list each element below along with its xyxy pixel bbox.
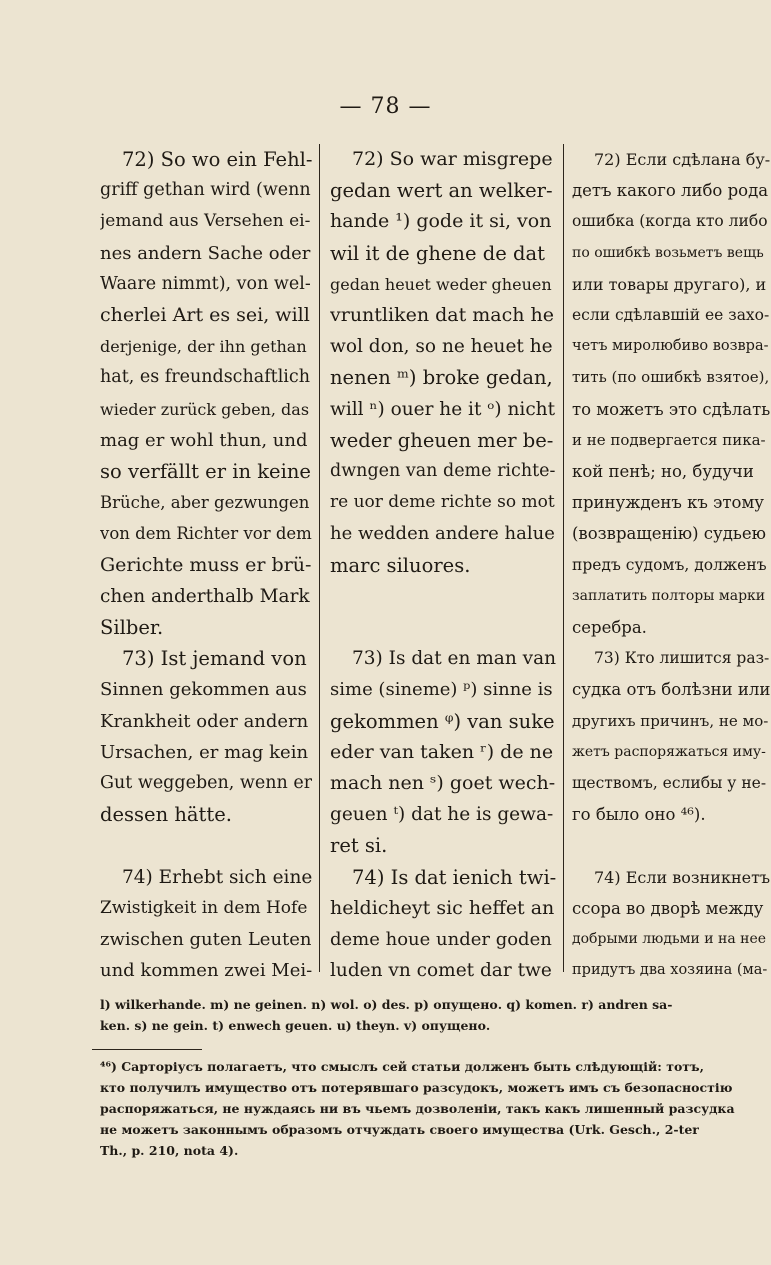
- article-73: [330, 581, 556, 862]
- text-line: heldicheyt sic heffet an: [330, 896, 555, 919]
- text-line: wil it de ghene de dat: [330, 241, 545, 265]
- text-line: другихъ причинъ, не мо-: [572, 711, 769, 730]
- text-line: weder gheuen mer be-: [330, 428, 554, 452]
- text-line: Silber.: [100, 616, 164, 640]
- text-line: или товары другаго), и: [572, 274, 767, 294]
- text-line: vruntliken dat mach he: [330, 304, 555, 327]
- text-line: gedan wert an welker-: [330, 179, 553, 203]
- text-line: so verfällt er in keine: [100, 460, 311, 484]
- article-72: [330, 144, 556, 581]
- text-line: wieder zurück geben, das: [100, 399, 310, 419]
- text-line: mach nen ˢ) goet wech-: [330, 772, 556, 795]
- text-line: серебра.: [572, 618, 647, 638]
- page-number: — 78 —: [339, 94, 432, 119]
- text-line: (возвращенію) судьею: [572, 524, 766, 544]
- text-line: eder van taken ʳ) de ne: [330, 740, 554, 763]
- text-line: sime (sineme) ᵖ) sinne is: [330, 679, 553, 701]
- variant-note-line: ken. s) ne gein. t) enwech geuen. u) theyn. v) опущено.: [100, 1018, 491, 1033]
- text-line: gedan heuet weder gheuen: [330, 274, 552, 294]
- text-line: von dem Richter vor dem: [100, 524, 312, 544]
- text-line: придутъ два хозяина (ма-: [572, 962, 768, 979]
- text-line: 72) Если сдѣлана бу-: [594, 150, 770, 169]
- article-73: [572, 643, 770, 830]
- footnote-line: Th., p. 210, nota 4).: [100, 1143, 239, 1158]
- text-line: Waare nimmt), von wel-: [100, 273, 311, 294]
- text-line: luden vn comet dar twe: [330, 960, 552, 979]
- text-line: Ursachen, er mag kein: [100, 741, 309, 763]
- text-line: dwngen van deme richte-: [330, 461, 556, 482]
- column-low-german: [330, 144, 556, 979]
- article-74: [330, 862, 556, 979]
- text-line: жетъ распоряжаться иму-: [572, 743, 766, 760]
- text-line: Sinnen gekommen aus: [100, 679, 307, 701]
- text-line: го было оно ⁴⁶).: [572, 805, 706, 825]
- text-line: und kommen zwei Mei-: [100, 960, 312, 979]
- text-line: кой пенѣ; но, будучи: [572, 462, 754, 482]
- text-line: nes andern Sache oder: [100, 242, 311, 264]
- text-line: Krankheit oder andern: [100, 710, 309, 732]
- text-line: ret si.: [330, 834, 388, 858]
- text-line: chen anderthalb Mark: [100, 585, 310, 607]
- text-line: gekommen ᵠ) van suke: [330, 709, 555, 733]
- variant-notes: [100, 994, 770, 1036]
- column-high-german: [100, 144, 312, 979]
- text-line: Gerichte muss er brü-: [100, 553, 312, 576]
- text-line: ществомъ, еслибы у не-: [572, 774, 767, 793]
- text-line: geuen ᵗ) dat he is gewa-: [330, 804, 554, 826]
- text-line: тить (по ошибкѣ взятое),: [572, 368, 770, 387]
- article-74: [572, 830, 770, 979]
- text-line: то можетъ это сдѣлать: [572, 399, 770, 419]
- text-line: 74) Is dat ienich twi-: [352, 865, 556, 889]
- text-line: судка отъ болѣзни или: [572, 680, 770, 700]
- text-line: 73) Ist jemand von: [122, 647, 307, 671]
- text-line: derjenige, der ihn gethan: [100, 337, 307, 357]
- text-line: добрыми людьми и на нее: [572, 931, 767, 948]
- text-line: принужденъ къ этому: [572, 493, 765, 513]
- text-line: по ошибкѣ возьметъ вещь: [572, 244, 764, 261]
- footnote-line: не можетъ законнымъ образомъ отчуждать своего имущества (Urk. Gesch., 2-ter: [100, 1122, 699, 1137]
- text-line: 72) So war misgrepe: [352, 148, 553, 170]
- column-divider: [319, 144, 320, 972]
- text-line: nenen ᵐ) broke gedan,: [330, 366, 553, 390]
- text-line: детъ какого либо рода: [572, 181, 769, 201]
- footnote-line: распоряжаться, не нуждаясь ни въ чьемъ дозволеніи, такъ какъ лишенный разсудка: [100, 1101, 735, 1116]
- text-line: zwischen guten Leuten: [100, 929, 312, 951]
- text-line: четъ миролюбиво возвра-: [572, 338, 769, 355]
- text-line: заплатить полторы марки: [572, 587, 766, 604]
- text-line: hande ¹) gode it si, von: [330, 210, 552, 233]
- footnote-line: кто получилъ имущество отъ потерявшаго разсудокъ, можетъ имъ съ безопасностію: [100, 1080, 733, 1095]
- text-line: re uor deme richte so mot: [330, 492, 555, 513]
- text-line: 73) Кто лишится раз-: [594, 649, 770, 668]
- text-line: deme houe under goden: [330, 929, 552, 951]
- text-line: ссора во дворѣ между: [572, 898, 764, 918]
- article-72: [572, 144, 770, 643]
- text-line: hat, es freundschaftlich: [100, 367, 310, 388]
- variant-note-line: l) wilkerhande. m) ne geinen. n) wol. o) des. p) опущено. q) komen. r) andren sa-: [100, 997, 673, 1012]
- text-line: wol don, so ne heuet he: [330, 336, 553, 358]
- text-line: Brüche, aber gezwungen: [100, 493, 310, 513]
- text-line: will ⁿ) ouer he it ᵒ) nicht: [330, 398, 556, 420]
- article-72: [100, 144, 312, 643]
- text-line: 74) Erhebt sich eine: [122, 866, 312, 888]
- text-line: he wedden andere halue: [330, 523, 555, 545]
- text-line: marc siluores.: [330, 553, 471, 577]
- text-line: ошибка (когда кто либо: [572, 212, 768, 231]
- text-line: 74) Если возникнетъ: [594, 867, 770, 887]
- text-line: и не подвергается пика-: [572, 430, 766, 449]
- text-columns: [100, 144, 770, 989]
- text-line: предъ судомъ, долженъ: [572, 555, 767, 574]
- footnote-separator: [92, 1049, 202, 1050]
- text-line: mag er wohl thun, und: [100, 429, 308, 451]
- text-line: griff gethan wird (wenn: [100, 180, 311, 201]
- text-line: 73) Is dat en man van: [352, 648, 556, 670]
- text-line: Gut weggeben, wenn er: [100, 773, 312, 794]
- footnote-line: ⁴⁶) Сарторіусъ полагаетъ, что смыслъ сей статьи долженъ быть слѣдующій: тотъ,: [100, 1059, 704, 1074]
- text-line: Zwistigkeit in dem Hofe: [100, 897, 308, 918]
- article-73: [100, 643, 312, 830]
- column-divider: [563, 144, 564, 972]
- column-russian: [572, 144, 770, 979]
- footnote: [100, 1056, 770, 1161]
- article-74: [100, 830, 312, 979]
- text-line: jemand aus Versehen ei-: [100, 211, 311, 232]
- text-line: cherlei Art es sei, will: [100, 304, 310, 327]
- text-line: если сдѣлавшій ее захо-: [572, 306, 770, 325]
- text-line: dessen hätte.: [100, 803, 232, 827]
- text-line: 72) So wo ein Fehl-: [122, 148, 312, 171]
